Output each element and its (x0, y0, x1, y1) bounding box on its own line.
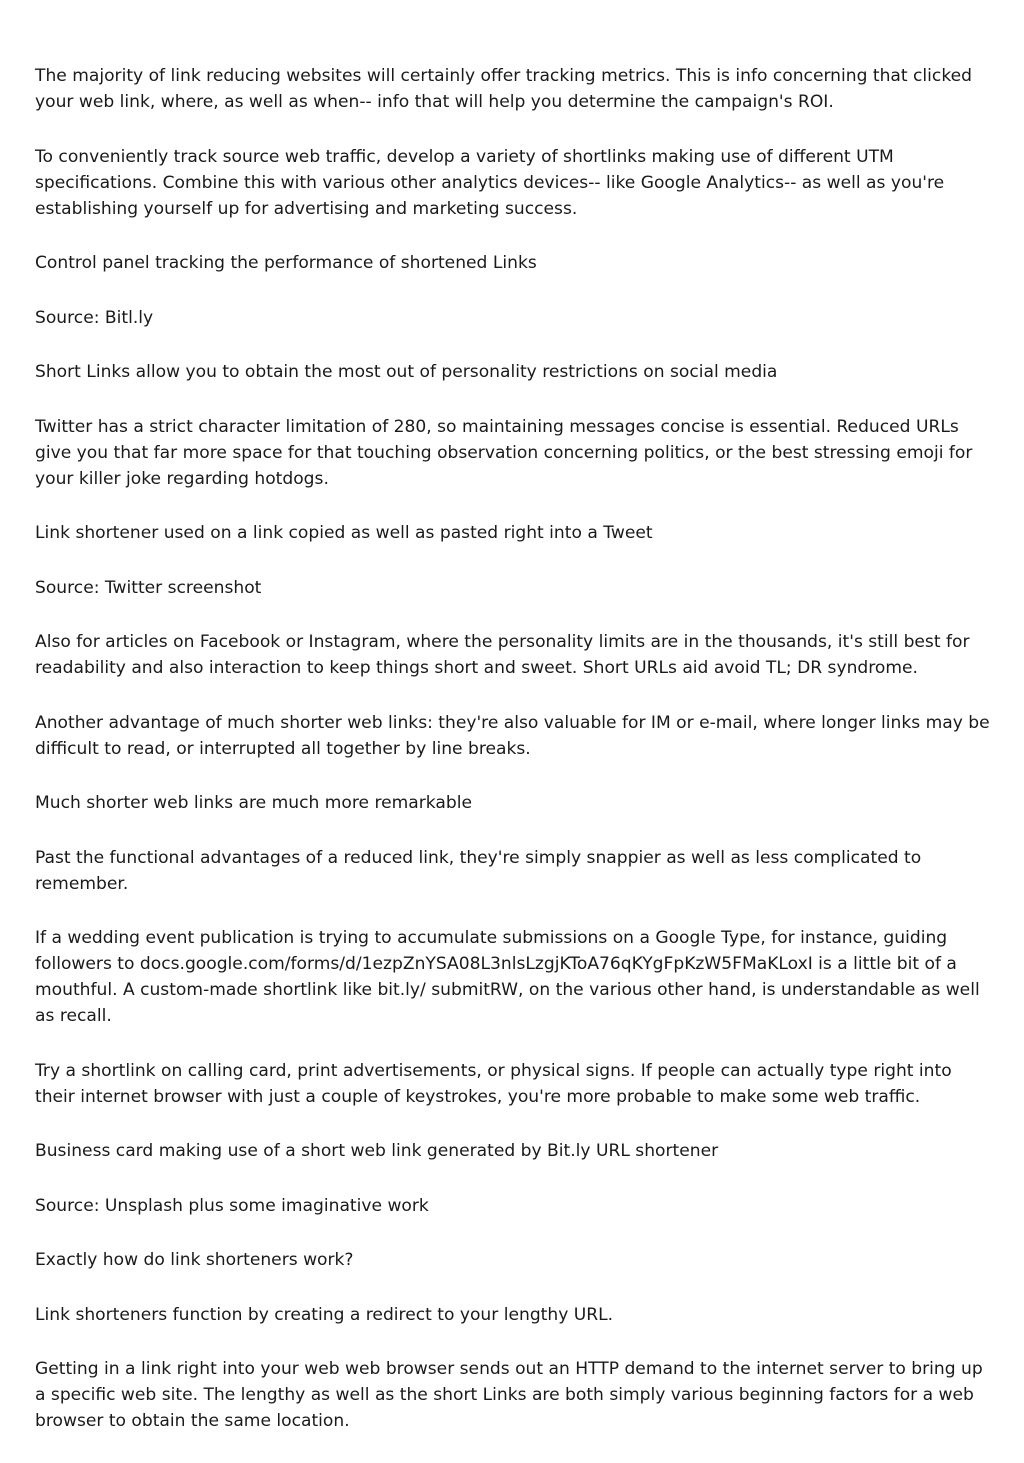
paragraph-caption-tweet: Link shortener used on a link copied as well as pasted right into a Tweet (35, 523, 653, 543)
paragraph-tracking-metrics: The majority of link reducing websites will certainly offer tracking metrics. This is info concerning that clicked your web link, where, as well as when-- info that will help you determine the campaign's ROI. (35, 66, 972, 112)
paragraph-calling-card: Try a shortlink on calling card, print advertisements, or physical signs. If people can actually type right into their internet browser with just a couple of keystrokes, you're more probable to make some web traffic. (35, 1060, 952, 1107)
paragraph-twitter-limit: Twitter has a strict character limitation of 280, so maintaining messages concise is essential. Reduced URLs give you that far more space for that touching observation concerning politics, or the best stressing emoji for your killer joke regarding hotdogs. (35, 416, 973, 489)
paragraph-functional-advantages: Past the functional advantages of a reduced link, they're simply snappier as well as less complicated to remember. (35, 847, 922, 894)
paragraph-caption-control-panel: Control panel tracking the performance of shortened Links (35, 253, 537, 273)
paragraph-source-unsplash: Source: Unsplash plus some imaginative work (35, 1195, 429, 1216)
paragraph-http-request: Getting in a link right into your web web browser sends out an HTTP demand to the internet server to bring up a specific web site. The lengthy as well as the short Links are both simply various beginning factors for a web browser to obtain the same location. (35, 1359, 983, 1431)
paragraph-wedding-example: If a wedding event publication is trying to accumulate submissions on a Google Type, for instance, guiding followers to docs.google.com/forms/d/1ezpZnYSA08L3nlsLzgjKToA76qKYgFpKzW5FMaKLoxI is a little bit of a mouthful. A custom-made shortlink like bit.ly/ submitRW, on the various other hand, is understandable as well as recall. (35, 928, 980, 1026)
paragraph-caption-business-card: Business card making use of a short web link generated by Bit.ly URL shortener (35, 1141, 719, 1161)
paragraph-source-twitter: Source: Twitter screenshot (35, 577, 262, 598)
paragraph-redirect: Link shorteners function by creating a redirect to your lengthy URL. (35, 1304, 614, 1325)
paragraph-heading-memorable: Much shorter web links are much more remarkable (35, 793, 472, 813)
paragraph-heading-character-limits: Short Links allow you to obtain the most out of personality restrictions on social media (35, 362, 778, 382)
paragraph-source-bitly: Source: Bitl.ly (35, 307, 154, 328)
paragraph-facebook-instagram: Also for articles on Facebook or Instagram, where the personality limits are in the thousands, it's still best for readability and also interaction to keep things short and sweet. Short URLs aid avoid TL; DR syndrome. (35, 632, 970, 678)
paragraph-utm-tracking: To conveniently track source web traffic, develop a variety of shortlinks making use of different UTM specifications. Combine this with various other analytics devices-- like Google Analytics-- as well as you're establishing yourself up for advertising and marketing success. (35, 146, 945, 219)
paragraph-heading-how-work: Exactly how do link shorteners work? (35, 1250, 354, 1270)
paragraph-im-email: Another advantage of much shorter web links: they're also valuable for IM or e-mail, where longer links may be difficult to read, or interrupted all together by line breaks. (35, 712, 990, 759)
document-body (35, 63, 995, 1463)
